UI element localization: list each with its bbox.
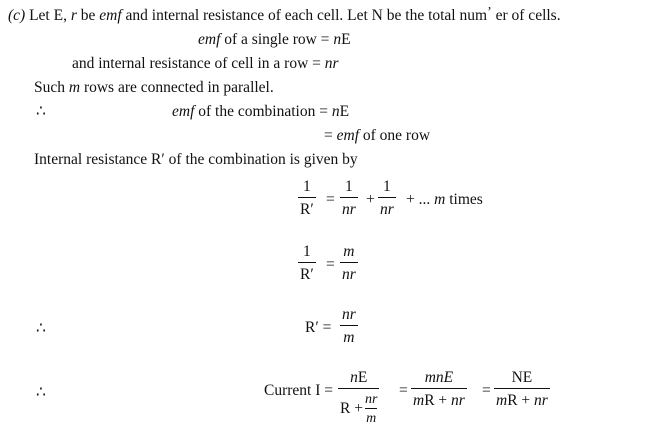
eq4-lhs: Current I = (264, 382, 334, 399)
eq1-term2-fraction: 1 nr (380, 178, 394, 218)
intro-line: (c) Let E, r be emf and internal resistance of each cell. Let N be the total num’ er of cells. (8, 5, 561, 24)
eq3-lhs: R′ = (305, 319, 332, 336)
eq2-lhs-fraction: 1 R′ (300, 243, 314, 283)
eq1-term1-fraction: 1 nr (342, 178, 356, 218)
emf-single-row-line: emf of a single row = nE (198, 31, 351, 48)
eq3-rhs-fraction: nr m (342, 306, 356, 346)
eq1-tail: + ... m times (406, 191, 483, 208)
eq4-equals-2: = (482, 382, 491, 399)
rows-parallel-line: Such m rows are connected in parallel. (34, 79, 274, 96)
part-label: (c) (8, 7, 26, 24)
eq1-plus: + (366, 191, 375, 208)
eq4-fraction2: mnE mR + nr (413, 369, 465, 409)
eq4-fraction3: NE mR + nr (496, 369, 548, 409)
eq2-equals: = (326, 256, 335, 273)
eq1-equals: = (326, 191, 335, 208)
internal-resistance-row-line: and internal resistance of cell in a row = nr (72, 55, 339, 72)
eq4-fraction1: nE R + nr m (340, 369, 378, 426)
combination-resistance-line: Internal resistance R′ of the combination is given by (34, 151, 358, 168)
eq4-equals-1: = (399, 382, 408, 399)
therefore-symbol: ∴ (36, 384, 46, 401)
therefore-symbol: ∴ (36, 320, 46, 337)
emf-combination-line: emf of the combination = nE (172, 103, 350, 120)
emf-one-row-line: = emf of one row (324, 127, 431, 144)
eq1-lhs-fraction: 1 R′ (300, 178, 314, 218)
eq2-rhs-fraction: m nr (342, 243, 356, 283)
therefore-symbol: ∴ (36, 103, 46, 120)
